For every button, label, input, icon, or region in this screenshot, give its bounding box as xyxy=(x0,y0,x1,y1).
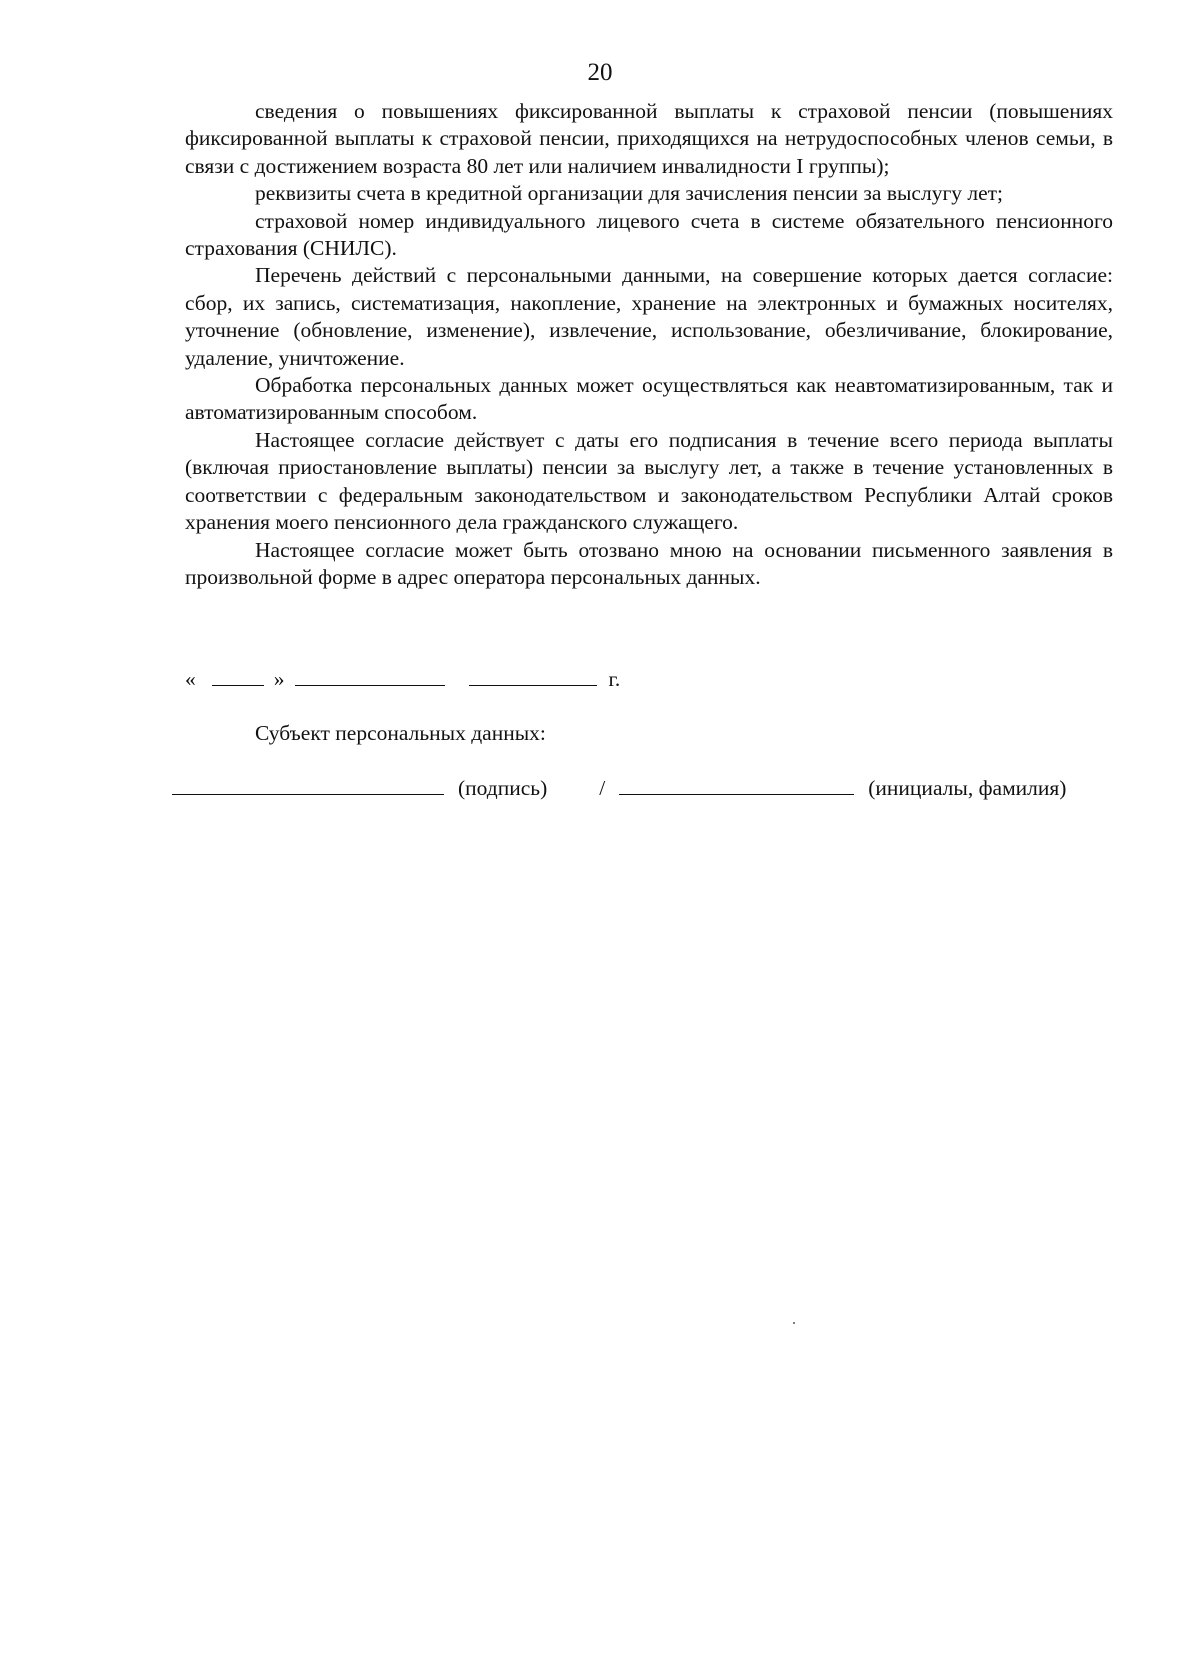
consent-body xyxy=(185,98,1113,591)
paragraph-validity-period: Настоящее согласие действует с даты его подписания в течение всего периода выплаты (включая приостановление выплаты) пенсии за выслугу лет, а также в течение установленных в соответствии с федеральным законодательством и законодательством Республики Алтай сроков хранения моего пенсионного дела гражданского служащего. xyxy=(185,427,1113,535)
paragraph-pension-increases: сведения о повышениях фиксированной выплаты к страховой пенсии (повышениях фиксированной выплаты к страховой пенсии, приходящихся на нетрудоспособных членов семьи, в связи с достижением возраста 80 лет или наличием инвалидности I группы); xyxy=(185,99,1113,178)
signature-caption: (подпись) xyxy=(458,776,548,800)
signature-separator: / xyxy=(599,776,606,800)
year-suffix: г. xyxy=(608,667,621,691)
paragraph-revocation: Настоящее согласие может быть отозвано мною на основании письменного заявления в произвольной форме в адрес оператора персональных данных. xyxy=(185,537,1113,589)
month-blank-field xyxy=(295,665,445,686)
day-blank-field xyxy=(212,665,264,686)
paragraph-snils: страховой номер индивидуального лицевого счета в системе обязательного пенсионного страхования (СНИЛС). xyxy=(185,208,1113,261)
scan-speck xyxy=(793,1322,795,1324)
signature-line xyxy=(172,774,1102,802)
date-line xyxy=(185,665,620,693)
signature-blank-field xyxy=(172,774,444,795)
paragraph-processing-actions: Перечень действий с персональными данными, на совершение которых дается согласие: сбор, их запись, систематизация, накопление, хранение на электронных и бумажных носителях, уточнение (обновление, изменение), извлечение, использование, обезличивание, блокирование, удаление, уничтожение. xyxy=(185,263,1113,370)
paragraph-bank-account: реквизиты счета в кредитной организации для зачисления пенсии за выслугу лет; xyxy=(255,181,1004,206)
date-close-quote: » xyxy=(273,667,285,691)
paragraph-processing-method: Обработка персональных данных может осуществляться как неавтоматизированным, так и автоматизированным способом. xyxy=(185,373,1113,425)
page-number: 20 xyxy=(587,59,613,86)
year-blank-field xyxy=(469,665,597,686)
name-blank-field xyxy=(619,774,854,795)
subject-label: Субъект персональных данных: xyxy=(255,721,546,745)
date-open-quote: « xyxy=(185,667,196,691)
name-caption: (инициалы, фамилия) xyxy=(868,776,1067,800)
